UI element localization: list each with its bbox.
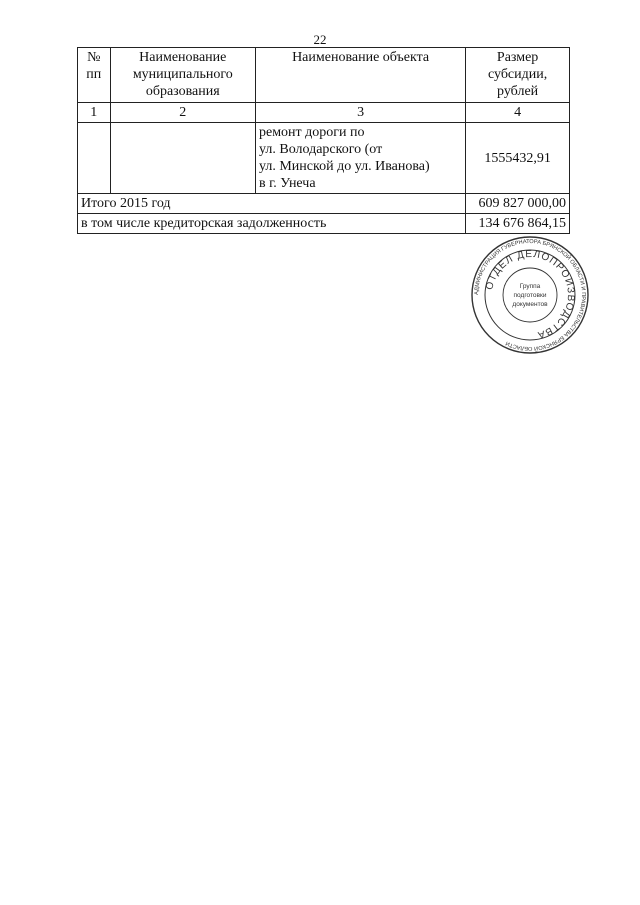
row-amount-cell: 1555432,91 (466, 123, 570, 194)
column-number-2: 2 (110, 103, 255, 123)
column-number-4: 4 (466, 103, 570, 123)
including-row (78, 214, 570, 234)
row-municipality-cell (110, 123, 255, 194)
header-municipality-line-1: Наименование (139, 50, 227, 65)
column-number-row (78, 103, 570, 123)
page-number: 22 (313, 32, 327, 47)
row-object-cell (255, 123, 465, 194)
object-line-2: ул. Володарского (от (258, 142, 383, 157)
including-label: в том числе кредиторская задолженность (78, 214, 466, 234)
total-row (78, 194, 570, 214)
header-number-line-2: пп (86, 67, 102, 82)
column-number-3: 3 (255, 103, 465, 123)
office-stamp (470, 235, 590, 355)
stamp-outer-textpath: АДМИНИСТРАЦИЯ ГУБЕРНАТОРА БРЯНСКОЙ ОБЛАСТИ И ПРАВИТЕЛЬСТВА БРЯНСКОЙ ОБЛАСТИ (473, 238, 587, 352)
including-value: 134 676 864,15 (466, 214, 570, 234)
subsidy-table (77, 47, 570, 234)
header-municipality-line-2: муниципального (132, 67, 233, 82)
stamp-ring-textpath: ОТДЕЛ ДЕЛОПРОИЗВОДСТВА (484, 248, 577, 341)
object-line-3: ул. Минской до ул. Иванова) (258, 159, 430, 174)
row-number-cell (78, 123, 111, 194)
object-line-1: ремонт дороги по (258, 125, 365, 140)
header-object (255, 48, 465, 103)
column-number-1: 1 (78, 103, 111, 123)
object-line-4: в г. Унеча (258, 176, 316, 191)
header-number-line-1: № (87, 50, 101, 65)
header-municipality (110, 48, 255, 103)
header-amount-line-2: субсидии, (487, 67, 548, 82)
table-row (78, 123, 570, 194)
header-municipality-line-3: образования (145, 84, 220, 99)
stamp-center-line-3: документов (512, 301, 548, 308)
header-amount-line-1: Размер (496, 50, 539, 65)
header-object-line-1: Наименование объекта (292, 50, 430, 65)
total-value: 609 827 000,00 (466, 194, 570, 214)
table-header-row (78, 48, 570, 103)
stamp-center-line-1: Группа (519, 283, 541, 290)
header-amount (466, 48, 570, 103)
header-number (78, 48, 111, 103)
header-amount-line-3: рублей (497, 84, 539, 99)
total-label: Итого 2015 год (78, 194, 466, 214)
stamp-center-line-2: подготовки (513, 292, 547, 299)
